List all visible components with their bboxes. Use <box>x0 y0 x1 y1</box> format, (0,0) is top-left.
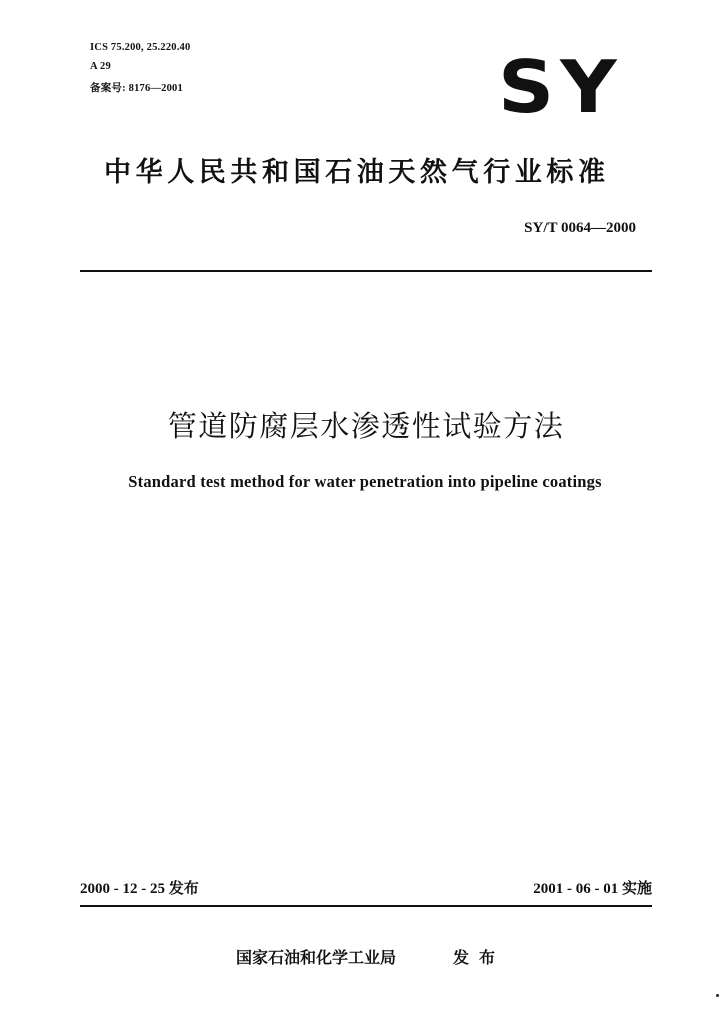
record-number: 备案号: 8176—2001 <box>90 83 183 94</box>
document-title-english: Standard test method for water penetration into pipeline coatings <box>128 472 602 491</box>
document-title-chinese: 管道防腐层水渗透性试验方法 <box>167 409 565 443</box>
footer-divider <box>80 905 652 907</box>
header-divider <box>80 270 652 272</box>
standard-number: SY/T 0064—2000 <box>524 220 636 236</box>
standard-title: 中华人民共和国石油天然气行业标准 <box>104 157 610 188</box>
issuing-authority: 国家石油和化学工业局 <box>236 948 397 967</box>
effective-date: 2001 - 06 - 01 实施 <box>533 881 652 897</box>
issue-action: 发布 <box>453 948 506 967</box>
scan-speck <box>716 994 719 997</box>
sy-logo: SY <box>498 46 623 130</box>
ics-code: ICS 75.200, 25.220.40 <box>90 42 191 53</box>
classification-code: A 29 <box>90 61 111 72</box>
issue-date: 2000 - 12 - 25 发布 <box>80 881 199 897</box>
